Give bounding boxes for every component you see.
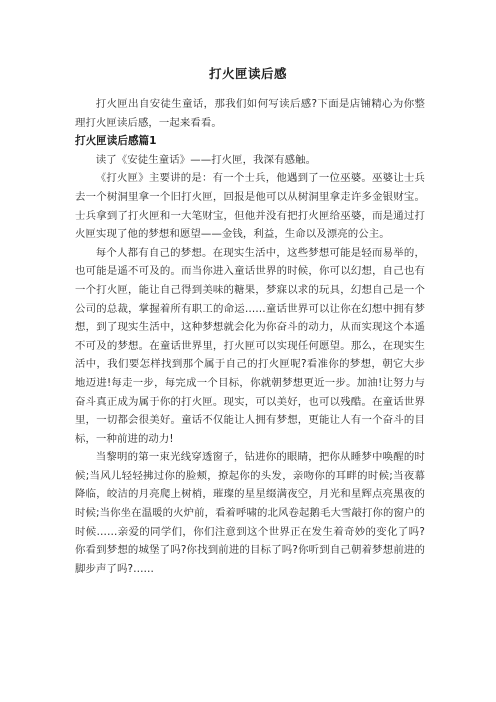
document-title: 打火匣读后感 — [208, 66, 287, 81]
document-body — [75, 95, 425, 578]
body-paragraph: 读了《安徒生童话》——打火匣，我深有感触。 — [95, 153, 317, 166]
body-paragraph: 《打火匣》主要讲的是：有一个士兵，他遇到了一位巫婆。巫婆让士兵去一个树洞里拿一个旧打火匣，回报是他可以从树洞里拿走许多金银财宝。士兵拿到了打火匣和一大笔财宝，但他并没有把打火匣给巫婆，而是通过打火匣实现了他的梦想和愿望——金钱，利益，生命以及漂亮的公主。 — [75, 172, 425, 241]
body-paragraph: 每个人都有自己的梦想。在现实生活中，这些梦想可能是轻而易举的，也可能是遥不可及的。而当你进入童话世界的时候，你可以幻想，自己也有一个打火匣，能让自己得到美味的糖果，梦寐以求的玩具，幻想自己是一个公司的总裁，掌握着所有职工的命运……童话世界可以让你在幻想中拥有梦想，到了现实生活中，这种梦想就会化为你奋斗的动力，从而实现这个本遥不可及的梦想。在童话世界里，打火匣可以实现任何愿望。那么，在现实生活中，我们要怎样找到那个属于自己的打火匣呢?看准你的梦想，朝它大步地迈进!每走一步，每完成一个目标，你就朝梦想更近一步。加油!让努力与奋斗真正成为属于你的打火匣。现实，可以美好，也可以残酷。在童话世界里，一切都会很美好。童话不仅能让人拥有梦想，更能让人有一个奋斗的目标，一种前进的动力! — [75, 246, 425, 445]
intro-paragraph: 打火匣出自安徒生童话，那我们如何写读后感?下面是店铺精心为你整理打火匣读后感，一起来看看。 — [75, 98, 425, 129]
section-heading: 打火匣读后感篇1 — [75, 135, 157, 148]
body-paragraph: 当黎明的第一束光线穿透窗子，钻进你的眼睛，把你从睡梦中唤醒的时候;当风儿轻轻拂过你的脸颊，撩起你的头发，亲吻你的耳畔的时候;当夜幕降临，皎洁的月亮爬上树梢，璀璨的星星缀满夜空，月光和星辉点亮黑夜的时候;当你坐在温暖的火炉前，看着呼啸的北风卷起鹅毛大雪敲打你的窗户的时候……亲爱的同学们，你们注意到这个世界正在发生着奇妙的变化了吗?你看到梦想的城堡了吗?你找到前进的目标了吗?你听到自己朝着梦想前进的脚步声了吗?…… — [75, 451, 425, 575]
